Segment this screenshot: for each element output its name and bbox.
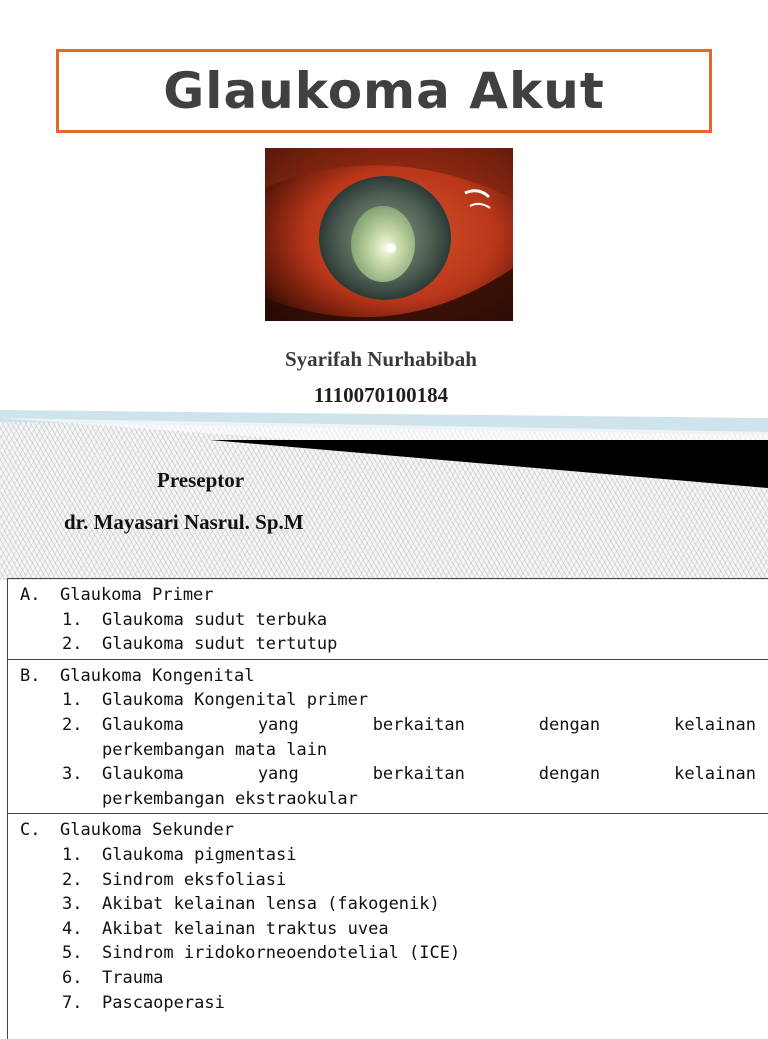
preseptor-label: Preseptor bbox=[157, 468, 245, 492]
item-word: berkaitan bbox=[372, 714, 465, 735]
item-number: 7. bbox=[62, 992, 83, 1013]
item-number: 1. bbox=[62, 609, 83, 630]
item-number: 6. bbox=[62, 967, 83, 988]
list-item bbox=[8, 688, 768, 713]
title-box bbox=[56, 49, 712, 133]
section-title: Glaukoma Sekunder bbox=[60, 820, 234, 841]
item-word: yang bbox=[257, 764, 299, 785]
item-word: Glaukoma bbox=[102, 764, 184, 785]
item-word: berkaitan bbox=[372, 764, 465, 785]
list-item bbox=[8, 868, 768, 893]
item-text: Glaukoma Kongenital primer bbox=[102, 690, 369, 711]
item-text: Akibat kelainan lensa (fakogenik) bbox=[102, 894, 440, 915]
decorative-band bbox=[0, 410, 768, 500]
item-text bbox=[102, 762, 768, 787]
item-text: Trauma bbox=[102, 967, 164, 988]
list-item bbox=[8, 762, 768, 787]
item-number: 3. bbox=[62, 894, 83, 915]
classification-table bbox=[7, 578, 768, 1039]
item-number: 3. bbox=[62, 764, 83, 785]
item-text: Pascaoperasi bbox=[102, 992, 225, 1013]
item-word: yang bbox=[257, 714, 299, 735]
item-continuation: perkembangan ekstraokular bbox=[102, 788, 358, 809]
item-word: dengan bbox=[538, 764, 601, 785]
item-number: 2. bbox=[62, 869, 83, 890]
list-item bbox=[8, 917, 768, 942]
list-item bbox=[8, 713, 768, 738]
section-letter: A. bbox=[20, 585, 41, 605]
eye-photo-icon bbox=[265, 148, 513, 321]
item-number: 2. bbox=[62, 634, 83, 655]
section-letter: B. bbox=[20, 665, 41, 686]
author-name: Syarifah Nurhabibah bbox=[285, 347, 477, 371]
list-item bbox=[8, 941, 768, 966]
item-text: Glaukoma sudut tertutup bbox=[102, 634, 338, 655]
item-text: Glaukoma pigmentasi bbox=[102, 844, 297, 865]
item-word: dengan bbox=[538, 714, 601, 735]
section-header bbox=[8, 818, 768, 843]
item-text: Sindrom iridokorneoendotelial (ICE) bbox=[102, 943, 461, 964]
item-number: 2. bbox=[62, 714, 83, 735]
item-number: 1. bbox=[62, 690, 83, 711]
section-a bbox=[8, 579, 768, 660]
item-number: 5. bbox=[62, 943, 83, 964]
section-c bbox=[8, 814, 768, 1017]
list-item bbox=[8, 843, 768, 868]
list-item bbox=[8, 632, 768, 657]
section-b bbox=[8, 660, 768, 815]
section-title: Glaukoma Kongenital bbox=[60, 665, 255, 686]
section-header bbox=[8, 583, 768, 608]
section-header bbox=[8, 664, 768, 689]
item-number: 4. bbox=[62, 918, 83, 939]
item-continuation: perkembangan mata lain bbox=[102, 739, 328, 760]
item-word: Glaukoma bbox=[102, 714, 184, 735]
list-item bbox=[8, 608, 768, 633]
page-title: Glaukoma Akut bbox=[163, 62, 605, 120]
author-id: 1110070100184 bbox=[313, 383, 449, 407]
list-item bbox=[8, 892, 768, 917]
item-text: Sindrom eksfoliasi bbox=[102, 869, 287, 890]
list-item bbox=[8, 966, 768, 991]
item-word: kelainan bbox=[674, 764, 756, 785]
list-item bbox=[8, 991, 768, 1016]
section-title: Glaukoma Primer bbox=[60, 585, 214, 605]
item-text: Glaukoma sudut terbuka bbox=[102, 609, 328, 630]
section-letter: C. bbox=[20, 820, 41, 841]
item-word: kelainan bbox=[674, 714, 756, 735]
item-number: 1. bbox=[62, 844, 83, 865]
preseptor-name: dr. Mayasari Nasrul. Sp.M bbox=[64, 510, 304, 534]
item-text: Akibat kelainan traktus uvea bbox=[102, 918, 389, 939]
item-text bbox=[102, 713, 768, 738]
